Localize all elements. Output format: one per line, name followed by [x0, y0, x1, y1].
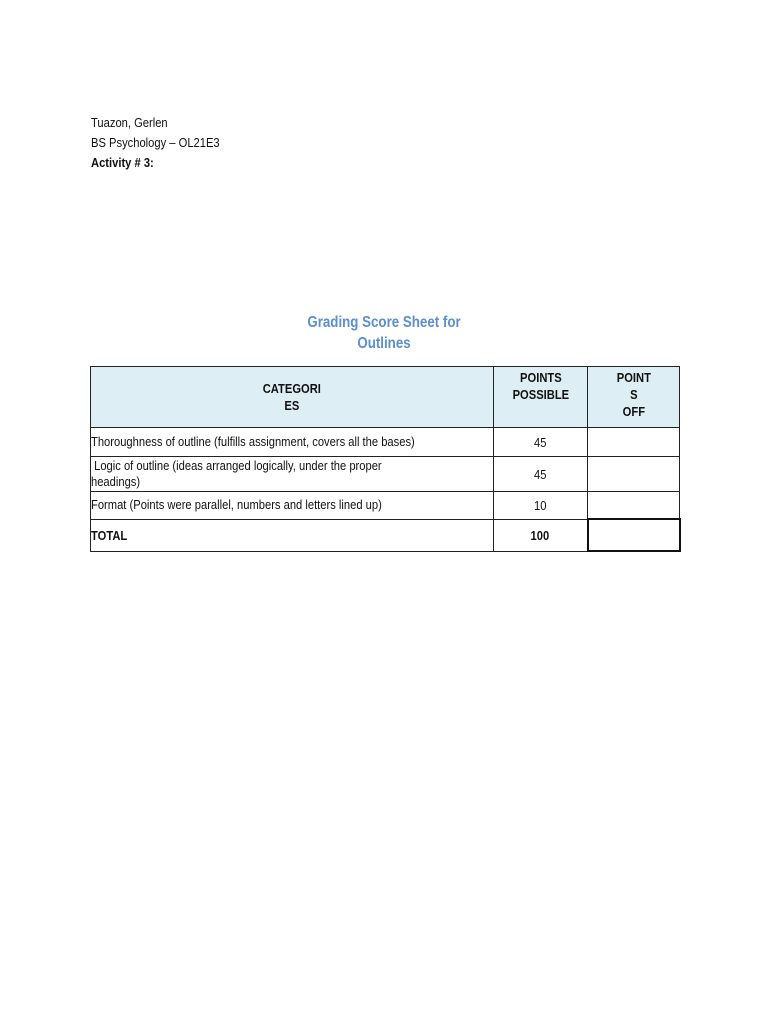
points-possible-value: 45 [534, 466, 547, 482]
sheet-title-line-2: Outlines [357, 335, 411, 352]
points-off-header-line-1: POINT [616, 370, 651, 385]
points-possible-cell [494, 492, 588, 520]
points-possible-header-line-2: POSSIBLE [512, 387, 569, 402]
sheet-title-line-1: Grading Score Sheet for [307, 314, 461, 331]
points-possible-header [494, 367, 588, 428]
points-off-header-line-3: OFF [622, 404, 645, 419]
category-text-line-2: headings) [91, 474, 141, 489]
student-program: BS Psychology – OL21E3 [91, 135, 220, 150]
total-row [91, 519, 680, 551]
total-label-cell [91, 519, 494, 551]
points-off-cell[interactable] [588, 457, 680, 492]
points-off-cell[interactable] [588, 428, 680, 457]
table-row [91, 428, 680, 457]
categories-header-line-1: CATEGORI [262, 381, 322, 396]
category-text: Format (Points were parallel, numbers and letters lined up) [91, 497, 382, 513]
total-points-off-cell[interactable] [588, 519, 680, 551]
points-possible-value: 10 [534, 497, 547, 513]
category-text-line-1: Logic of outline (ideas arranged logically, under the proper [91, 458, 382, 473]
student-name: Tuazon, Gerlen [91, 115, 168, 130]
category-cell [91, 457, 494, 492]
total-points-possible: 100 [530, 527, 550, 543]
total-label: TOTAL [91, 527, 128, 543]
table-row [91, 457, 680, 492]
points-possible-header-line-1: POINTS [519, 370, 562, 385]
points-possible-value: 45 [534, 434, 547, 450]
category-text: Thoroughness of outline (fulfills assignment, covers all the bases) [91, 434, 415, 449]
table-header-row [91, 367, 680, 428]
student-info [91, 113, 220, 173]
points-off-header [588, 367, 680, 428]
points-off-cell[interactable] [588, 492, 680, 520]
categories-header [91, 367, 494, 428]
category-cell [91, 428, 494, 457]
points-possible-cell [494, 428, 588, 457]
points-off-header-line-2: S [629, 387, 638, 402]
sheet-title [298, 312, 470, 354]
points-possible-cell [494, 457, 588, 492]
activity-label: Activity # 3: [91, 155, 154, 170]
total-points-possible-cell [494, 519, 588, 551]
table-row [91, 492, 680, 520]
categories-header-line-2: ES [284, 398, 300, 413]
grading-table [90, 366, 681, 552]
category-cell [91, 492, 494, 520]
